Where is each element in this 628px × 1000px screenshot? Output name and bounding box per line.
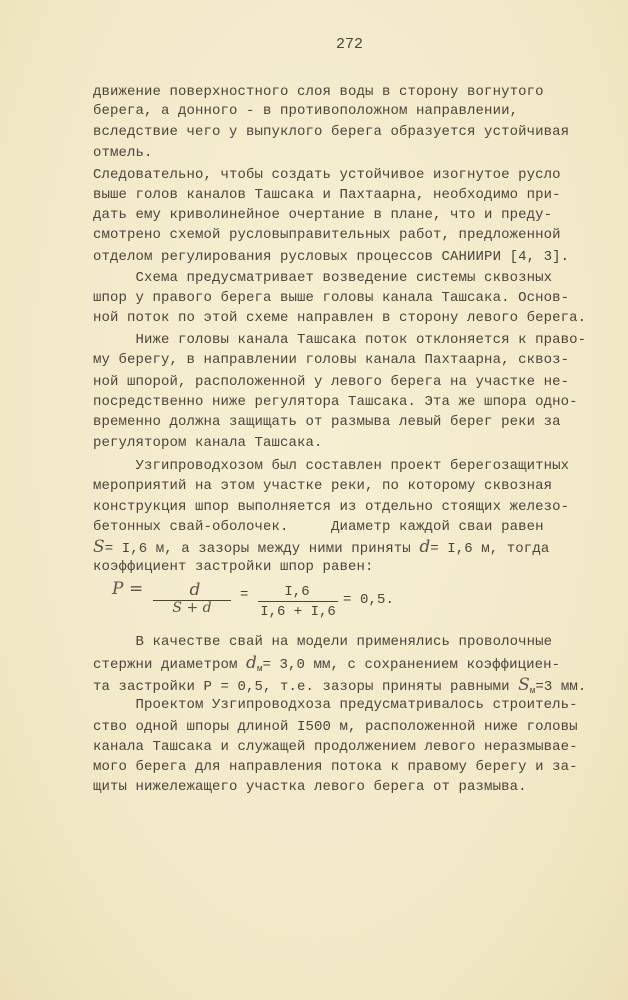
text-line: берега, а донного - в противоположном направлении, bbox=[93, 103, 519, 119]
text-line: канала Ташсака и служащей продолжением левого неразмывае- bbox=[93, 739, 578, 755]
text-line-s bbox=[93, 539, 549, 557]
text-line-sm bbox=[93, 677, 586, 699]
text-line: шпор у правого берега выше головы канала Ташсака. Основ- bbox=[93, 290, 570, 306]
text-line-dm bbox=[93, 655, 560, 677]
text-line: вследствие чего у выпуклого берега образуется устойчивая bbox=[93, 124, 570, 140]
text-segment: =3 мм. bbox=[535, 679, 587, 695]
fraction-bar bbox=[258, 601, 338, 602]
text-segment: стержни диаметром bbox=[93, 657, 247, 673]
text-line: Следовательно, чтобы создать устойчивое изогнутое русло bbox=[93, 167, 561, 183]
text-line: Схема предусматривает возведение системы сквозных bbox=[93, 270, 553, 286]
text-line: временно должна защищать от размыва левый берег реки за bbox=[93, 414, 561, 430]
subscript: м bbox=[257, 664, 263, 674]
text-line: коэффициент застройки шпор равен: bbox=[93, 559, 374, 575]
text-line: щиты нижележащего участка левого берега от размыва. bbox=[93, 779, 527, 795]
symbol-s: S bbox=[93, 537, 105, 557]
text-segment: та застройки P = 0,5, т.е. зазоры приняты равными bbox=[93, 679, 519, 695]
symbol-s: S bbox=[518, 675, 530, 695]
formula-denominator-2: I,6 + I,6 bbox=[260, 604, 336, 620]
text-line: мого берега для направления потока к правому берегу и за- bbox=[93, 759, 578, 775]
text-segment: = I,6 м, а зазоры между ними приняты bbox=[104, 541, 420, 557]
text-line: ной поток по этой схеме направлен в сторону левого берега. bbox=[93, 310, 587, 326]
text-line: ство одной шпоры длиной I500 м, расположенной ниже головы bbox=[93, 719, 578, 735]
text-line: дать ему криволинейное очертание в плане, что и преду- bbox=[93, 207, 553, 223]
formula-numerator-1: d bbox=[189, 580, 201, 600]
text-segment: = 3,0 мм, с сохранением коэффициен- bbox=[262, 657, 561, 673]
formula-result: = 0,5. bbox=[343, 592, 395, 608]
text-line: конструкция шпор выполняется из отдельно стоящих железо- bbox=[93, 499, 570, 515]
text-line: выше голов каналов Ташсака и Пахтаарна, необходимо при- bbox=[93, 187, 561, 203]
text-segment: = I,6 м, тогда bbox=[430, 541, 550, 557]
text-line: регулятором канала Ташсака. bbox=[93, 435, 323, 451]
text-line: отделом регулирования русловых процессов САНИИРИ [4, 3]. bbox=[93, 249, 570, 265]
formula-denominator-1: S + d bbox=[172, 600, 212, 616]
text-line: Узгипроводхозом был составлен проект берегозащитных bbox=[93, 458, 570, 474]
text-line: ной шпорой, расположенной у левого берега на участке не- bbox=[93, 374, 570, 390]
text-line: му берегу, в направлении головы канала Пахтаарна, сквоз- bbox=[93, 352, 570, 368]
text-line: посредственно ниже регулятора Ташсака. Эта же шпора одно- bbox=[93, 394, 578, 410]
text-line: В качестве свай на модели применялись проволочные bbox=[93, 634, 553, 650]
page-number: 272 bbox=[336, 36, 364, 53]
formula-lhs: P = bbox=[112, 579, 144, 599]
subscript: м bbox=[529, 686, 536, 696]
text-line: Ниже головы канала Ташсака поток отклоняется к право- bbox=[93, 332, 587, 348]
text-line: Проектом Узгипроводхоза предусматривалось строитель- bbox=[93, 697, 578, 713]
text-line: мероприятий на этом участке реки, по которому сквозная bbox=[93, 478, 553, 494]
text-line: бетонных свай-оболочек. Диаметр каждой сваи равен bbox=[93, 519, 544, 535]
text-line: движение поверхностного слоя воды в сторону вогнутого bbox=[93, 84, 544, 100]
formula-numerator-2: I,6 bbox=[284, 584, 310, 600]
symbol-d: d bbox=[246, 653, 258, 673]
text-line: смотрено схемой русловыправительных работ, предложенной bbox=[93, 227, 561, 243]
symbol-d: d bbox=[419, 537, 431, 557]
formula-equals: = bbox=[240, 587, 249, 603]
text-line: отмель. bbox=[93, 145, 153, 161]
